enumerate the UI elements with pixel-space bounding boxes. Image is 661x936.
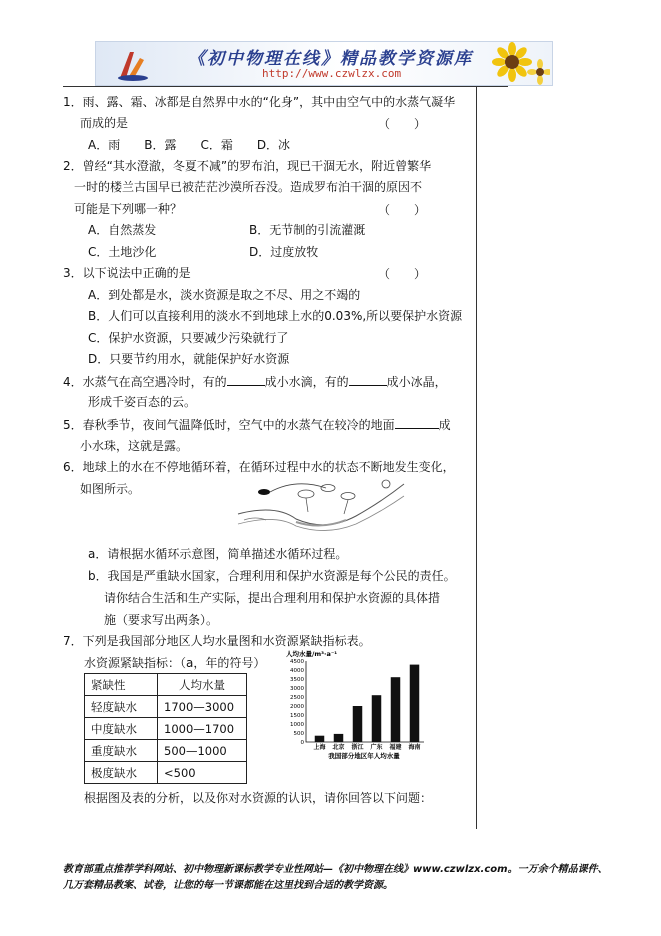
chart-ylabel: 人均水量/m³·a⁻¹ (286, 650, 338, 658)
q2-stem-cont: 一时的楼兰古国早已被茫茫沙漠所吞没。造成罗布泊干涸的原因不 (74, 180, 423, 194)
q6-stem: 6．地球上的水在不停地循环着，在循环过程中水的状态不断地发生变化， (63, 460, 455, 474)
q5-part1: 5．春秋季节，夜间气温降低时，空气中的水蒸气在较冷的地面 (63, 418, 395, 432)
water-per-capita-chart (282, 649, 428, 761)
q6-part-b-cont2: 施（要求写出两条）。 (104, 613, 219, 627)
q4-part1: 4．水蒸气在高空遇冷时，有的 (63, 375, 227, 389)
q4-part2: 成小水滴，有的 (264, 375, 349, 389)
x-tick-label: 浙江 (351, 744, 364, 751)
water-cycle-diagram (236, 474, 406, 534)
q2-option-a: A．自然蒸发 (88, 223, 157, 237)
site-logo-icon (116, 48, 150, 82)
y-tick-label: 500 (293, 731, 304, 737)
table-header-cell: 紧缺性 (85, 674, 158, 696)
q3-option-b: B．人们可以直接利用的淡水不到地球上水的0.03%,所以要保护水资源 (88, 309, 463, 323)
y-tick-label: 1500 (290, 713, 304, 719)
q4-stem-cont: 形成千姿百态的云。 (88, 395, 197, 409)
table-header-row (85, 674, 247, 696)
q4-blank-1[interactable] (227, 373, 265, 386)
q1-stem: 1．雨、露、霜、冰都是自然界中水的“化身”，其中由空气中的水蒸气凝华 (63, 95, 456, 109)
table-row (85, 740, 247, 762)
table-cell: 中度缺水 (85, 718, 158, 740)
page-footer (63, 862, 623, 894)
sunflower-icon (490, 42, 550, 86)
q3-option-a: A．到处都是水，淡水资源是取之不尽、用之不竭的 (88, 288, 361, 302)
q3-option-c: C．保护水资源，只要减少污染就行了 (88, 331, 289, 345)
bar-1 (334, 734, 344, 742)
q2-option-b: B．无节制的引流灌溉 (249, 223, 366, 237)
q5-part2: 成 (438, 418, 451, 432)
footer-line-1: 教育部重点推荐学科网站、初中物理新课标教学专业性网站—《初中物理在线》www.czwlzx.com。一万余个精品课件、 (63, 864, 608, 875)
q2-option-d: D．过度放牧 (249, 245, 319, 259)
footer-line-2: 几万套精品教案、试卷，让您的每一节课都能在这里找到合适的教学资源。 (63, 880, 393, 891)
q3-option-d: D．只要节约用水，就能保护好水资源 (88, 352, 290, 366)
q6-part-b-cont: 请你结合生活和生产实际，提出合理利用和保护水资源的具体措 (104, 591, 441, 605)
q5-blank[interactable] (395, 416, 439, 429)
q1-options: A．雨 B．露 C．霜 D．冰 (88, 138, 291, 152)
table-row (85, 718, 247, 740)
q6-part-a: a．请根据水循环示意图，简单描述水循环过程。 (88, 547, 348, 561)
y-tick-label: 3000 (290, 686, 304, 692)
margin-line (476, 86, 477, 829)
table-header-cell: 人均水量 (158, 674, 247, 696)
q7-table-caption: 水资源紧缺指标：（a，年的符号） (84, 656, 266, 670)
water-shortage-table (84, 673, 247, 784)
q5-stem (63, 416, 451, 433)
header-banner (95, 41, 553, 86)
q3-stem: 3．以下说法中正确的是 (63, 266, 191, 280)
table-cell: 1700—3000 (158, 696, 247, 718)
q2-option-c: C．土地沙化 (88, 245, 157, 259)
y-tick-label: 4000 (290, 668, 304, 674)
table-cell: 500—1000 (158, 740, 247, 762)
q2-stem: 2．曾经“其水澄澈，冬夏不减”的罗布泊，现已干涸无水，附近曾繁华 (63, 159, 432, 173)
q1-answer-paren: （ ） (378, 117, 427, 131)
table-row (85, 696, 247, 718)
q7-closing: 根据图及表的分析，以及你对水资源的认识，请你回答以下问题： (84, 791, 433, 805)
y-tick-label: 0 (300, 740, 304, 746)
bar-5 (410, 665, 420, 742)
x-tick-label: 上海 (313, 744, 326, 751)
q1-stem-cont: 而成的是 (80, 116, 129, 130)
y-tick-label: 2500 (290, 695, 304, 701)
chart-axis (306, 661, 424, 742)
table-cell: 极度缺水 (85, 762, 158, 784)
q4-blank-2[interactable] (349, 373, 387, 386)
q6-stem-cont: 如图所示。 (80, 482, 141, 496)
chart-title: 我国部分地区年人均水量 (328, 752, 400, 760)
table-cell: 轻度缺水 (85, 696, 158, 718)
x-tick-label: 海南 (408, 744, 421, 751)
q4-part3: 成小冰晶， (386, 375, 447, 389)
bar-2 (353, 706, 363, 742)
q5-stem-cont: 小水珠，这就是露。 (80, 439, 189, 453)
y-tick-label: 3500 (290, 677, 304, 683)
bar-3 (372, 695, 382, 742)
x-tick-label: 北京 (332, 744, 345, 751)
q4-stem (63, 373, 447, 390)
q2-stem-cont2: 可能是下列哪一种？ (74, 202, 183, 216)
bar-0 (315, 736, 325, 742)
y-tick-label: 4500 (290, 659, 304, 665)
table-cell: <500 (158, 762, 247, 784)
table-row (85, 762, 247, 784)
x-tick-label: 福建 (389, 744, 402, 751)
bar-4 (391, 677, 401, 742)
table-cell: 1000—1700 (158, 718, 247, 740)
q2-answer-paren: （ ） (378, 203, 427, 217)
q3-answer-paren: （ ） (378, 267, 427, 281)
table-cell: 重度缺水 (85, 740, 158, 762)
y-tick-label: 1000 (290, 722, 304, 728)
q7-stem: 7．下列是我国部分地区人均水量图和水资源紧缺指标表。 (63, 634, 371, 648)
banner-title: 《初中物理在线》精品教学资源库 (188, 49, 473, 69)
x-tick-label: 广东 (370, 744, 383, 751)
banner-url[interactable]: http://www.czwlzx.com (262, 67, 402, 80)
q6-part-b: b．我国是严重缺水国家，合理利用和保护水资源是每个公民的责任。 (88, 569, 456, 583)
y-tick-label: 2000 (290, 704, 304, 710)
header-divider (63, 86, 508, 87)
